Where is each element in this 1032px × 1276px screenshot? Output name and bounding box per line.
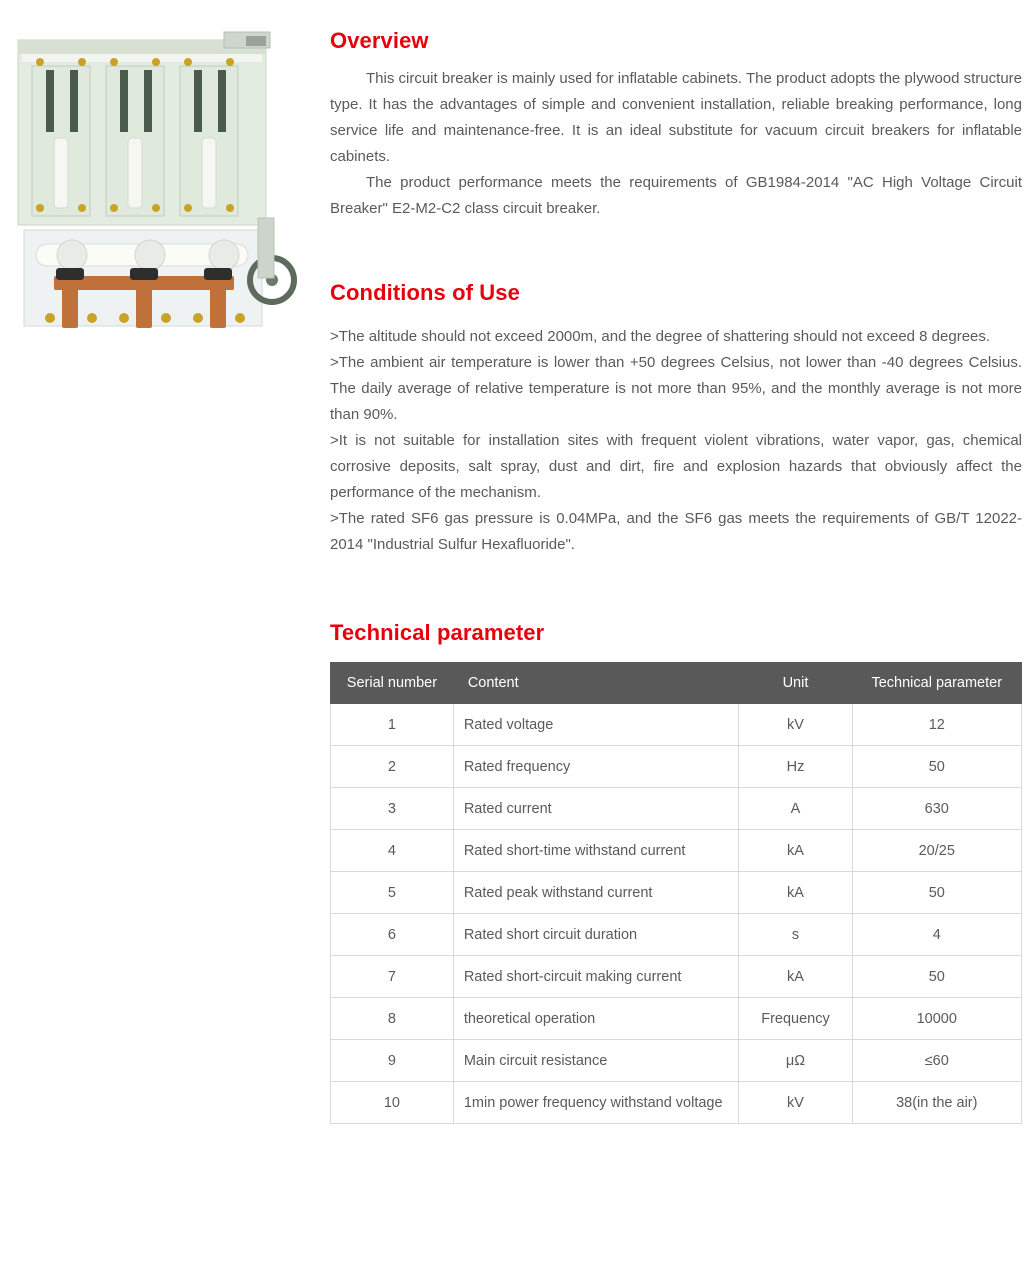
cell-parameter: ≤60 [852, 1040, 1021, 1082]
cell-content: Rated frequency [453, 746, 739, 788]
cell-unit: kV [739, 704, 852, 746]
cell-unit: kV [739, 1082, 852, 1124]
cell-serial: 4 [331, 830, 454, 872]
cell-content: theoretical operation [453, 998, 739, 1040]
cell-unit: kA [739, 956, 852, 998]
cell-parameter: 630 [852, 788, 1021, 830]
technical-heading: Technical parameter [330, 620, 545, 645]
cell-parameter: 12 [852, 704, 1021, 746]
overview-heading: Overview [330, 28, 429, 53]
cell-unit: kA [739, 872, 852, 914]
condition-item: >The altitude should not exceed 2000m, and the degree of shattering should not exceed 8 degrees. [330, 328, 991, 345]
cell-content: Rated peak withstand current [453, 872, 739, 914]
condition-item: >The ambient air temperature is lower than +50 degrees Celsius, not lower than -40 degrees Celsius. The daily average of relative temperature is not more than 95%, and the monthly average is not more than 90%. [330, 354, 1022, 423]
table-row [331, 746, 1022, 788]
table-row [331, 704, 1022, 746]
table-header-row [331, 663, 1022, 704]
table-head [331, 663, 1022, 704]
cell-parameter: 10000 [852, 998, 1021, 1040]
overview-paragraph-2: The product performance meets the requirements of GB1984-2014 "AC High Voltage Circuit Breaker" E2-M2-C2 class circuit breaker. [330, 174, 1022, 217]
column-header-technical-parameter: Technical parameter [852, 663, 1021, 704]
cell-content: Rated current [453, 788, 739, 830]
cell-content: Rated voltage [453, 704, 739, 746]
section-overview [330, 28, 1022, 222]
table-row [331, 956, 1022, 998]
cell-content: 1min power frequency withstand voltage [453, 1082, 739, 1124]
cell-serial: 10 [331, 1082, 454, 1124]
table-row [331, 788, 1022, 830]
cell-parameter: 50 [852, 956, 1021, 998]
section-technical-parameter [330, 620, 1022, 1124]
cell-content: Main circuit resistance [453, 1040, 739, 1082]
table-row [331, 830, 1022, 872]
cell-unit: Hz [739, 746, 852, 788]
cell-unit: A [739, 788, 852, 830]
table-row [331, 1082, 1022, 1124]
cell-content: Rated short circuit duration [453, 914, 739, 956]
conditions-heading: Conditions of Use [330, 280, 520, 305]
cell-serial: 7 [331, 956, 454, 998]
cell-serial: 2 [331, 746, 454, 788]
cell-parameter: 20/25 [852, 830, 1021, 872]
circuit-breaker-photo [10, 18, 298, 348]
cell-unit: kA [739, 830, 852, 872]
cell-serial: 9 [331, 1040, 454, 1082]
product-image-column [0, 0, 322, 1276]
content-column [330, 0, 1022, 1124]
cell-serial: 3 [331, 788, 454, 830]
cell-parameter: 38(in the air) [852, 1082, 1021, 1124]
column-header-unit: Unit [739, 663, 852, 704]
cell-serial: 5 [331, 872, 454, 914]
cell-serial: 8 [331, 998, 454, 1040]
condition-item: >The rated SF6 gas pressure is 0.04MPa, and the SF6 gas meets the requirements of GB/T 12022-2014 "Industrial Sulfur Hexafluoride". [330, 510, 1022, 553]
cell-parameter: 50 [852, 872, 1021, 914]
overview-paragraph-1: This circuit breaker is mainly used for inflatable cabinets. The product adopts the plywood structure type. It has the advantages of simple and convenient installation, reliable breaking performance, long service life and maintenance-free. It is an ideal substitute for vacuum circuit breakers for inflatable cabinets. [330, 70, 1022, 165]
table-row [331, 1040, 1022, 1082]
cell-unit: s [739, 914, 852, 956]
table-row [331, 872, 1022, 914]
column-header-serial-number: Serial number [331, 663, 454, 704]
technical-parameter-table [330, 662, 1022, 1124]
table-row [331, 998, 1022, 1040]
cell-parameter: 50 [852, 746, 1021, 788]
cell-serial: 1 [331, 704, 454, 746]
cell-content: Rated short-time withstand current [453, 830, 739, 872]
cell-unit: Frequency [739, 998, 852, 1040]
cell-parameter: 4 [852, 914, 1021, 956]
cell-unit: μΩ [739, 1040, 852, 1082]
cell-content: Rated short-circuit making current [453, 956, 739, 998]
table-row [331, 914, 1022, 956]
column-header-content: Content [453, 663, 739, 704]
conditions-list [330, 324, 1022, 558]
circuit-breaker-illustration [10, 18, 298, 348]
section-conditions-of-use [330, 280, 1022, 558]
table-body [331, 704, 1022, 1124]
condition-item: >It is not suitable for installation sites with frequent violent vibrations, water vapor, gas, chemical corrosive deposits, salt spray, dust and dirt, fire and explosion hazards that obviously affect the performance of the mechanism. [330, 432, 1022, 501]
cell-serial: 6 [331, 914, 454, 956]
